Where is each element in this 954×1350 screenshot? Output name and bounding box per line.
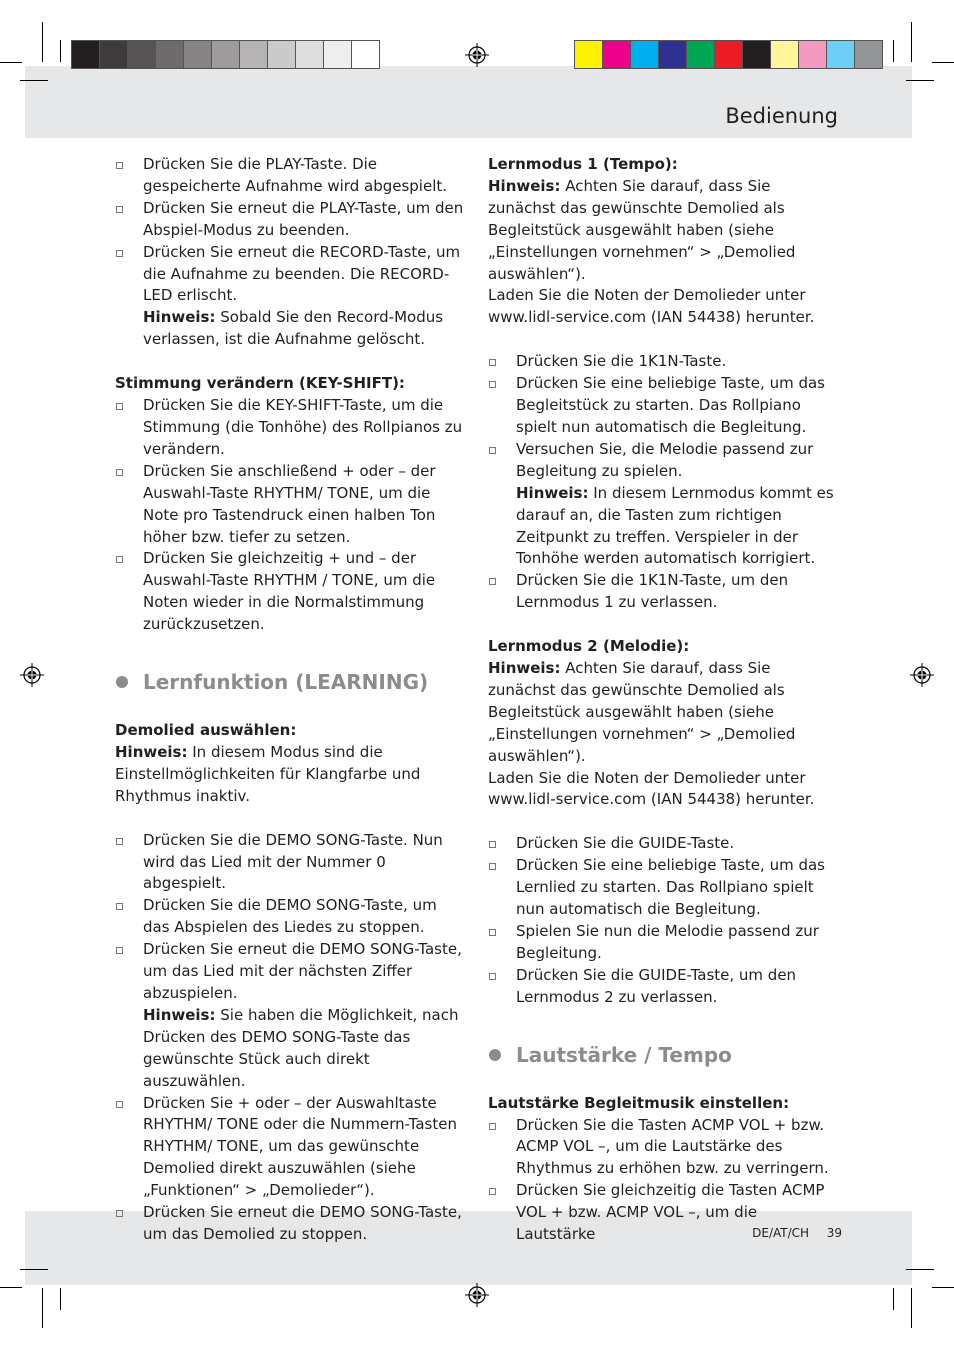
page-footer [752,1226,842,1240]
color-swatch [827,40,855,69]
accomp-volume-heading: Lautstärke Begleitmusik einstellen: [488,1093,790,1112]
color-swatch [240,40,268,69]
list-item: Drücken Sie die DEMO SONG-Taste, um das Abspielen des Liedes zu stoppen. [115,895,467,939]
mode1-notes: Laden Sie die Noten der Demolieder unter www.lidl-service.com (IAN 54438) herunter. [488,286,815,327]
color-calibration-bar [574,40,883,69]
list-item: Drücken Sie die 1K1N-Taste. [488,351,840,373]
registration-mark-icon [465,43,489,67]
color-swatch [631,40,659,69]
demo-heading: Demolied auswählen: [115,721,297,740]
list-item: Drücken Sie eine beliebige Taste, um das Begleitstück zu starten. Das Rollpiano spielt nun automatisch die Begleitung. [488,373,840,439]
list-item: Drücken Sie anschließend + oder – der Auswahl-Taste RHYTHM/ TONE, um die Note pro Tastendruck einen halben Ton höher bzw. tiefer zu setzen. [115,461,467,549]
volume-section-heading: Lautstärke / Tempo [488,1041,840,1069]
color-swatch [743,40,771,69]
mode1-steps [488,351,840,614]
color-swatch [212,40,240,69]
left-column [115,154,467,1246]
list-item: Drücken Sie die 1K1N-Taste, um den Lernmodus 1 zu verlassen. [488,570,840,614]
list-item: Drücken Sie die PLAY-Taste. Die gespeicherte Aufnahme wird abgespielt. [115,154,467,198]
mode1-heading: Lernmodus 1 (Tempo): [488,155,678,173]
list-item: Drücken Sie eine beliebige Taste, um das Lernlied zu starten. Das Rollpiano spielt nun automatisch die Begleitung. [488,855,840,921]
list-item: Drücken Sie die GUIDE-Taste, um den Lernmodus 2 zu verlassen. [488,965,840,1009]
page-number: 39 [826,1226,842,1240]
color-swatch [659,40,687,69]
keyshift-steps [115,395,467,636]
color-swatch [603,40,631,69]
mode1-hint: Hinweis: Achten Sie darauf, dass Sie zunächst das gewünschte Demolied als Begleitstück ausgewählt haben (siehe „Einstellungen vornehmen“ > „Demolied auswählen“). [488,176,796,283]
locale-label: DE/AT/CH [752,1226,810,1240]
list-item: Drücken Sie die DEMO SONG-Taste. Nun wird das Lied mit der Nummer 0 abgespielt. [115,830,467,896]
list-item: Drücken Sie erneut die RECORD-Taste, um die Aufnahme zu beenden. Die RECORD-LED erlischt. Hinweis: Sobald Sie den Record-Modus verlassen, ist die Aufnahme gelöscht. [115,242,467,352]
bullet-dot-icon [116,676,128,688]
gray-calibration-bar [71,40,380,69]
list-item: Spielen Sie nun die Melodie passend zur Begleitung. [488,921,840,965]
right-column [488,154,840,1246]
list-item: Drücken Sie + oder – der Auswahltaste RHYTHM/ TONE oder die Nummern-Tasten RHYTHM/ TONE, um das gewünschte Demolied direkt auszuwählen (siehe „Funktionen“ > „Demolieder“). [115,1093,467,1203]
list-item: Drücken Sie gleichzeitig die Tasten ACMP VOL + bzw. ACMP VOL –, um die Lautstärke [488,1180,840,1246]
color-swatch [687,40,715,69]
demo-steps [115,830,467,1246]
list-item: Drücken Sie erneut die PLAY-Taste, um den Abspiel-Modus zu beenden. [115,198,467,242]
keyshift-heading: Stimmung verändern (KEY-SHIFT): [115,374,405,393]
page-section-title: Bedienung [725,104,838,128]
playback-steps [115,154,467,351]
hint-note: Hinweis: Sobald Sie den Record-Modus verlassen, ist die Aufnahme gelöscht. [143,308,444,349]
color-swatch [71,40,100,69]
color-swatch [799,40,827,69]
color-swatch [184,40,212,69]
demo-hint: Hinweis: In diesem Modus sind die Einstellmöglichkeiten für Klangfarbe und Rhythmus inaktiv. [115,742,421,805]
color-swatch [156,40,184,69]
color-swatch [855,40,883,69]
registration-mark-icon [465,1283,489,1307]
list-item: Drücken Sie die Tasten ACMP VOL + bzw. ACMP VOL –, um die Lautstärke des Rhythmus zu erhöhen bzw. zu verringern. [488,1115,840,1181]
color-swatch [128,40,156,69]
color-swatch [296,40,324,69]
color-swatch [771,40,799,69]
bullet-dot-icon [489,1049,501,1061]
color-swatch [715,40,743,69]
color-swatch [352,40,380,69]
hint-note: Hinweis: In diesem Lernmodus kommt es darauf an, die Tasten zum richtigen Zeitpunkt zu treffen. Verspieler in der Tonhöhe werden automatisch korrigiert. [516,483,834,568]
list-item: Drücken Sie die KEY-SHIFT-Taste, um die Stimmung (die Tonhöhe) des Rollpianos zu verändern. [115,395,467,461]
list-item: Versuchen Sie, die Melodie passend zur Begleitung zu spielen. Hinweis: In diesem Lernmodus kommt es darauf an, die Tasten zum richtigen Zeitpunkt zu treffen. Verspieler in der Tonhöhe werden automatisch korrigiert. [488,439,840,570]
mode2-heading: Lernmodus 2 (Melodie): [488,637,690,656]
registration-mark-icon [910,663,934,687]
hint-note: Hinweis: Sie haben die Möglichkeit, nach Drücken des DEMO SONG-Taste das gewünschte Stück auch direkt auszuwählen. [143,1005,459,1090]
color-swatch [574,40,603,69]
color-swatch [268,40,296,69]
color-swatch [324,40,352,69]
mode2-notes: Laden Sie die Noten der Demolieder unter www.lidl-service.com (IAN 54438) herunter. [488,768,815,809]
mode2-hint: Hinweis: Achten Sie darauf, dass Sie zunächst das gewünschte Demolied als Begleitstück ausgewählt haben (siehe „Einstellungen vornehmen“ > „Demolied auswählen“). [488,659,796,765]
list-item: Drücken Sie erneut die DEMO SONG-Taste, um das Demolied zu stoppen. [115,1202,467,1246]
list-item: Drücken Sie die GUIDE-Taste. [488,833,840,855]
color-swatch [100,40,128,69]
registration-mark-icon [20,663,44,687]
list-item: Drücken Sie erneut die DEMO SONG-Taste, um das Lied mit der nächsten Ziffer abzuspielen. Hinweis: Sie haben die Möglichkeit, nach Drücken des DEMO SONG-Taste das gewünschte Stück auch direkt auszuwählen. [115,939,467,1092]
list-item: Drücken Sie gleichzeitig + und – der Auswahl-Taste RHYTHM / TONE, um die Noten wieder in die Normalstimmung zurückzusetzen. [115,548,467,636]
learning-section-heading: Lernfunktion (LEARNING) [115,668,467,696]
mode2-steps [488,833,840,1008]
